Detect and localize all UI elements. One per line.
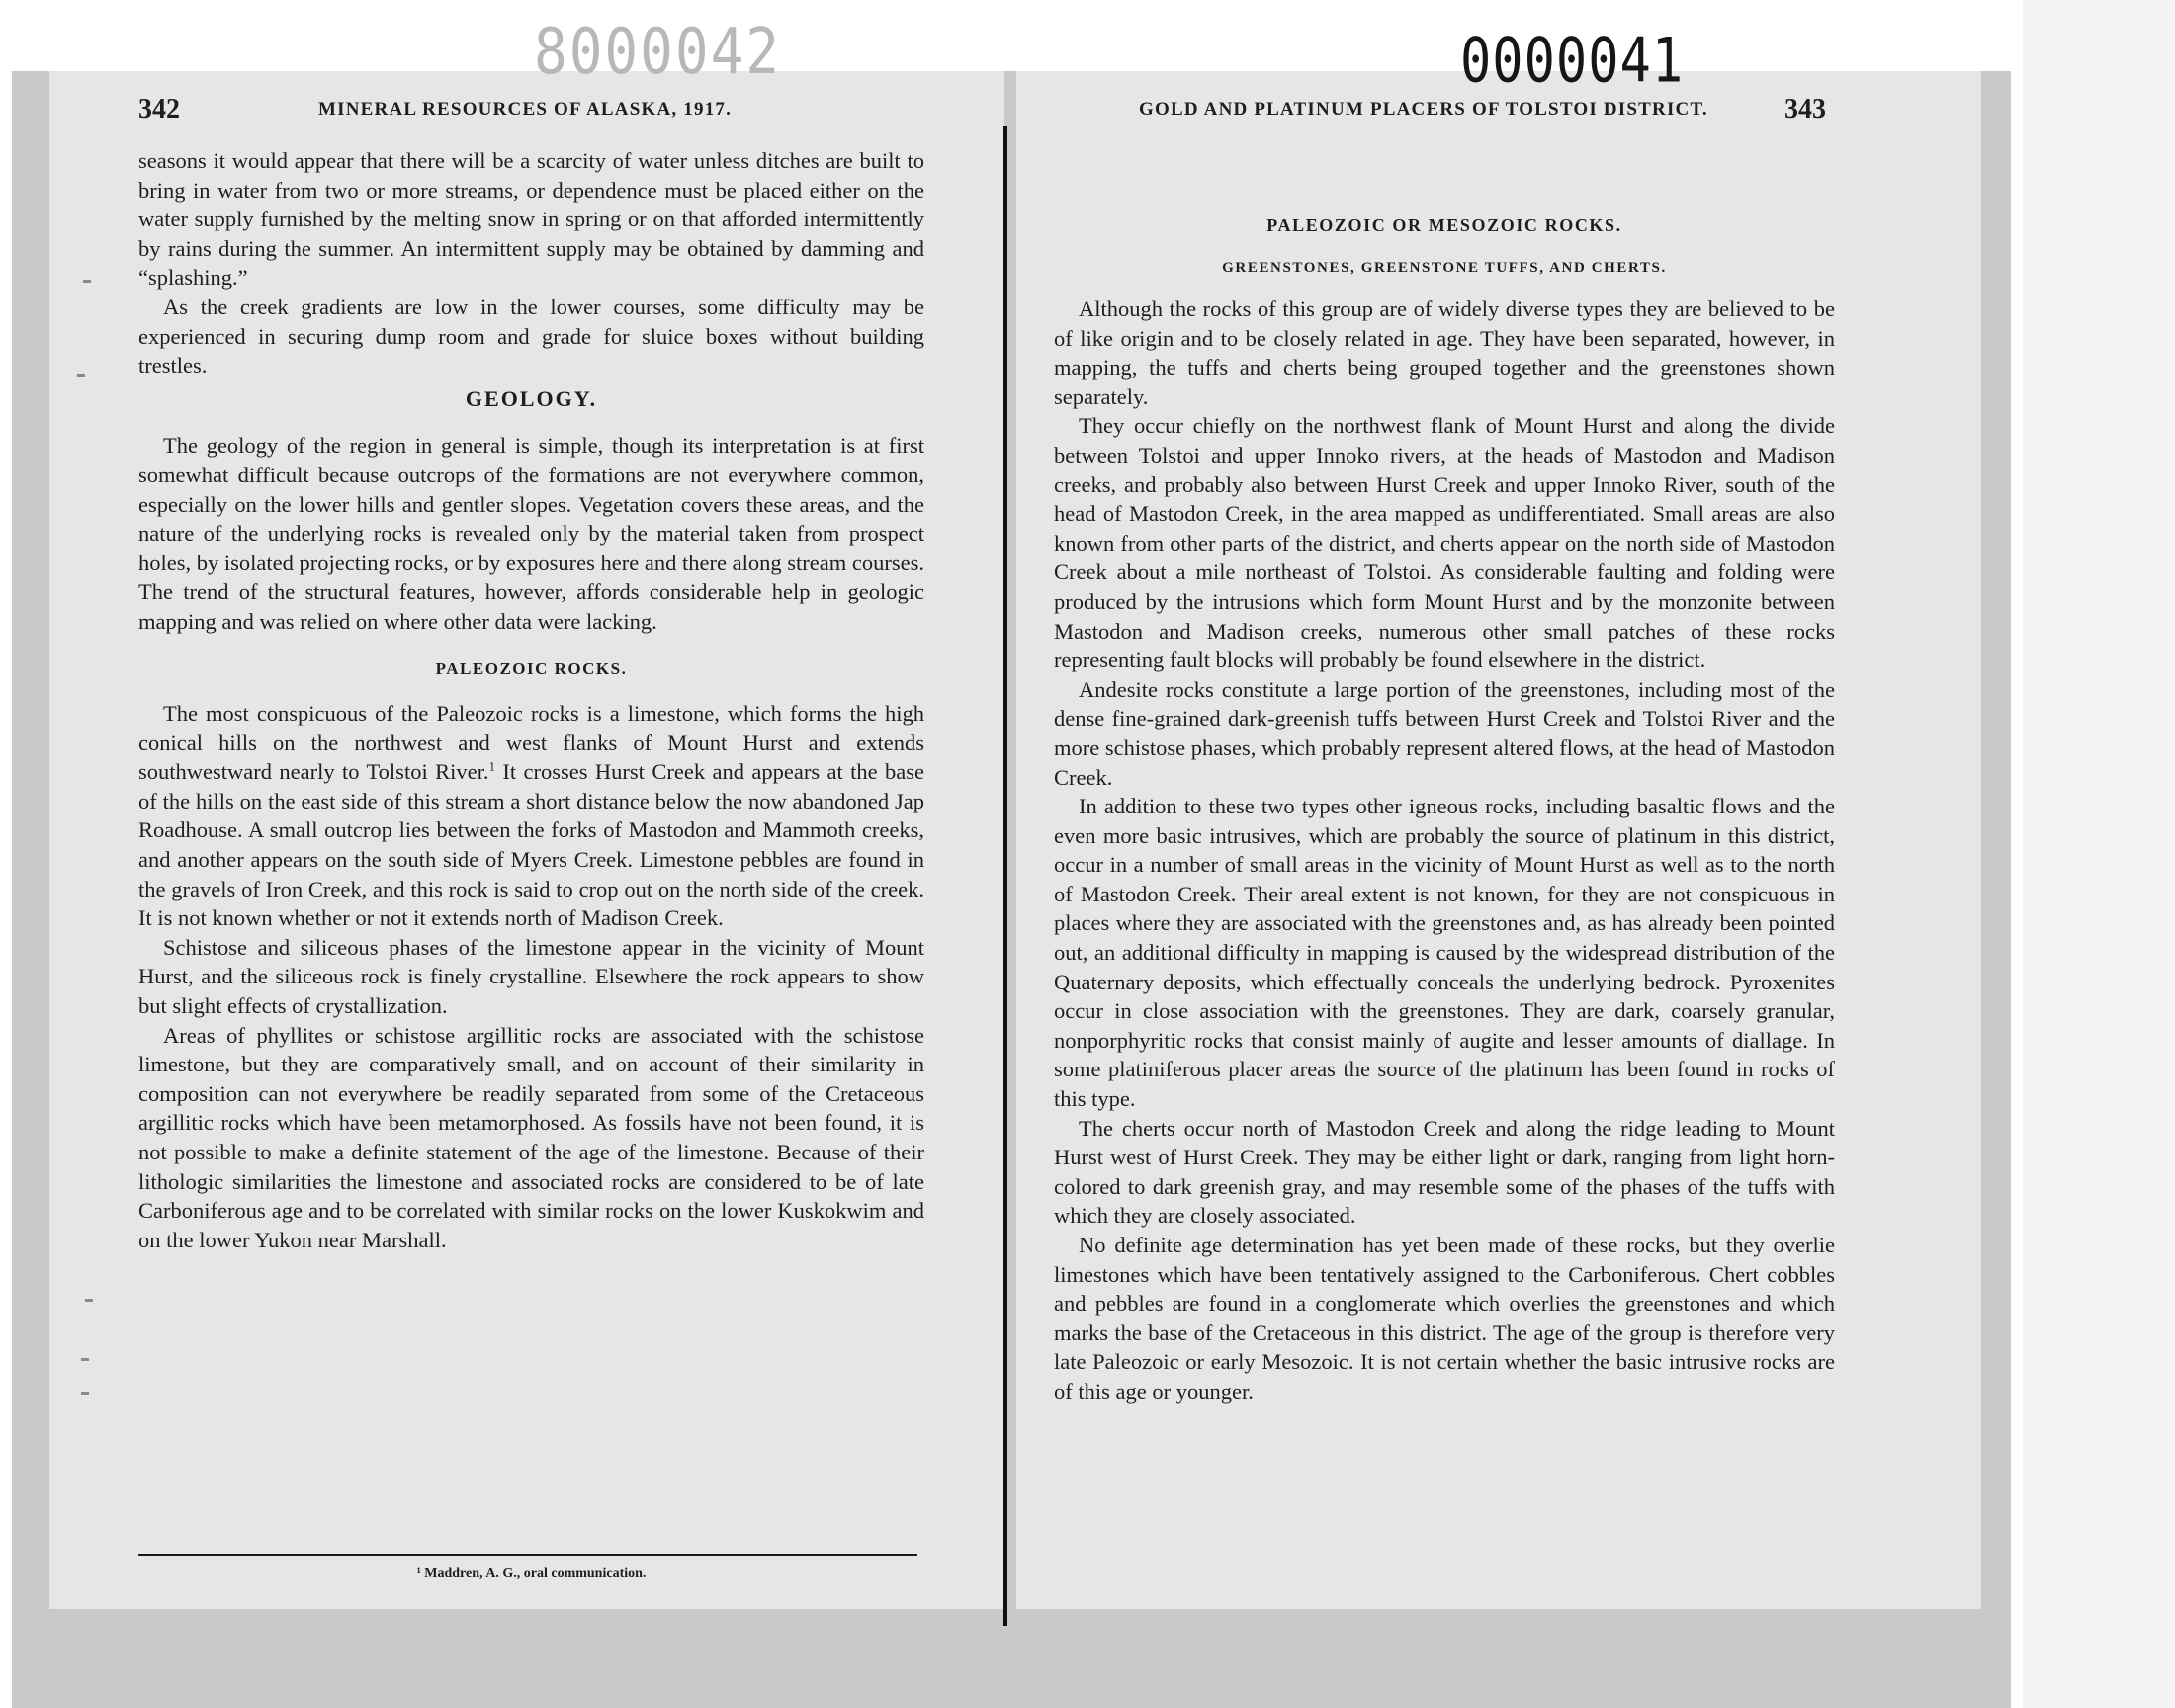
paragraph: No definite age determination has yet been made of these rocks, but they overlie limestones which have been tentatively assigned to the Carboniferous. Chert cobbles and pebbles are found in a conglomerate which overlies the greenstones and which marks the base of the Cretaceous in this district. The age of the group is therefore very late Paleozoic or early Mesozoic. It is not certain whether the basic intrusive rocks are of this age or younger. bbox=[1054, 1233, 1835, 1404]
left-text-column bbox=[138, 146, 924, 1254]
footnote: ¹ Maddren, A. G., oral communication. bbox=[416, 1566, 647, 1580]
paragraph: In addition to these two types other igneous rocks, including basaltic flows and the even more basic intrusives, which are probably the source of platinum in this district, occur in a number of small areas in the vicinity of Mount Hurst as well as to the north of Mastodon Creek. Their areal extent is not known, for they are not conspicuous in places where they are associated with the greenstones and, as has already been pointed out, an additional difficulty in mapping is caused by the widespread distribution of the Quaternary deposits, which effectually conceals the underlying bedrock. Pyroxenites occur in close association with the greenstones. They are dark, coarsely granular, nonporphyritic rocks that consist mainly of augite and lesser amounts of diallage. In some platiniferous placer areas the source of the platinum has been found in rocks of this type. bbox=[1054, 794, 1835, 1112]
paragraph: The geology of the region in general is simple, though its interpretation is at first somewhat difficult because outcrops of the formations are not everywhere common, especially on the lower hills and gentler slopes. Vegetation covers these areas, and the nature of the underlying rocks is revealed only by the material taken from prospect holes, by isolated projecting rocks, or by exposures here and there along stream courses. The trend of the structural features, however, affords considerable help in geologic mapping and was relied on where other data were lacking. bbox=[138, 433, 924, 634]
running-head-right: GOLD AND PLATINUM PLACERS OF TOLSTOI DISTRICT. bbox=[1139, 99, 1708, 120]
archive-stamp-right: 0000041 bbox=[1460, 26, 1685, 97]
page-number-right: 343 bbox=[1784, 94, 1826, 125]
scan-speck bbox=[77, 374, 85, 377]
right-headings bbox=[1054, 215, 1835, 277]
paragraph-text: It crosses Hurst Creek and appears at the base of the hills on the east side of this stream a short distance below the now abandoned Jap Roadhouse. A small outcrop lies between the forks of Mastodon and Mammoth creeks, and another appears on the south side of Myers Creek. Limestone pebbles are found in the gravels of Iron Creek, and this rock is said to crop out on the north side of the creek. It is not known whether or not it extends north of Madison Creek. bbox=[138, 759, 925, 931]
paragraph: Andesite rocks constitute a large portion of the greenstones, including most of the dense fine-grained dark-greenish tuffs between Hurst Creek and Tolstoi River and the more schistose phases, which probably represent altered flows, at the head of Mastodon Creek. bbox=[1054, 676, 1835, 790]
scan-speck bbox=[85, 1299, 93, 1302]
scan-margin bbox=[2023, 0, 2175, 1708]
paragraph: Areas of phyllites or schistose argillitic rocks are associated with the schistose limestone, but they are comparatively small, and on account of their similarity in composition can not everywhere be readily separated from some of the Cretaceous argillitic rocks which have been metamorphosed. As fossils have not been found, it is not possible to make a definite statement of the age of the limestone. Because of their lithologic similarities the limestone and associated rocks are considered to be of late Carboniferous age and to be correlated with similar rocks on the lower Kuskokwim and on the lower Yukon near Marshall. bbox=[138, 1022, 924, 1252]
paragraph: The cherts occur north of Mastodon Creek and along the ridge leading to Mount Hurst west of Hurst Creek. They may be either light or dark, ranging from light horn-colored to dark greenish gray, and may resemble some of the phases of the tuffs with which they are closely associated. bbox=[1054, 1115, 1835, 1229]
running-head-left: MINERAL RESOURCES OF ALASKA, 1917. bbox=[318, 99, 733, 120]
gutter-line bbox=[1003, 126, 1007, 1626]
paragraph: They occur chiefly on the northwest flank of Mount Hurst and along the divide between Tolstoi and upper Innoko rivers, at the heads of Mastodon and Madison creeks, and probably also between Hurst Creek and upper Innoko River, south of the head of Mastodon Creek, in the area mapped as undifferentiated. Small areas are also known from other parts of the district, and cherts appear on the north side of Mastodon Creek about a mile northeast of Tolstoi. As considerable faulting and folding were produced by the intrusions which form Mount Hurst and by the monzonite between Mastodon and Madison creeks, numerous other small patches of these rocks representing fault blocks will probably be found elsewhere in the district. bbox=[1054, 413, 1835, 673]
section-heading-geology: GEOLOGY. bbox=[465, 385, 598, 411]
subsection-heading-greenstones: GREENSTONES, GREENSTONE TUFFS, AND CHERTS. bbox=[1222, 260, 1667, 276]
paragraph: Schistose and siliceous phases of the limestone appear in the vicinity of Mount Hurst, and the siliceous rock is finely crystalline. Elsewhere the rock appears to show but slight effects of crystallization. bbox=[138, 934, 924, 1019]
paragraph: As the creek gradients are low in the lower courses, some difficulty may be experienced in securing dump room and grade for sluice boxes without building trestles. bbox=[138, 294, 924, 379]
right-text-column bbox=[1054, 295, 1835, 1407]
scan-speck bbox=[81, 1358, 89, 1361]
scan-speck bbox=[81, 1392, 89, 1395]
archive-stamp-left: 8000042 bbox=[534, 15, 782, 89]
footnote-marker: 1 bbox=[488, 758, 495, 774]
page-number-left: 342 bbox=[138, 94, 180, 125]
paragraph: Although the rocks of this group are of widely diverse types they are believed to be of like origin and to be closely related in age. They have been separated, however, in mapping, the tuffs and cherts being grouped together and the greenstones shown separately. bbox=[1054, 297, 1835, 409]
section-heading-paleozoic-mesozoic: PALEOZOIC OR MESOZOIC ROCKS. bbox=[1266, 215, 1622, 235]
paragraph bbox=[138, 699, 924, 933]
section-heading-paleozoic: PALEOZOIC ROCKS. bbox=[435, 658, 628, 678]
footnote-rule bbox=[138, 1554, 917, 1556]
paragraph-text: The most conspicuous of the Paleozoic rocks is a limestone, which forms the high conical hills on the northwest and west flanks of Mount Hurst and extends southwestward nearly to Tolstoi River. bbox=[138, 701, 924, 785]
paragraph: seasons it would appear that there will be a scarcity of water unless ditches are built to bring in water from two or more streams, or dependence must be placed either on the water supply furnished by the melting snow in spring or on that afforded intermittently by rains during the summer. An intermittent supply may be obtained by damming and “splashing.” bbox=[138, 148, 924, 291]
scan-speck bbox=[83, 280, 91, 283]
